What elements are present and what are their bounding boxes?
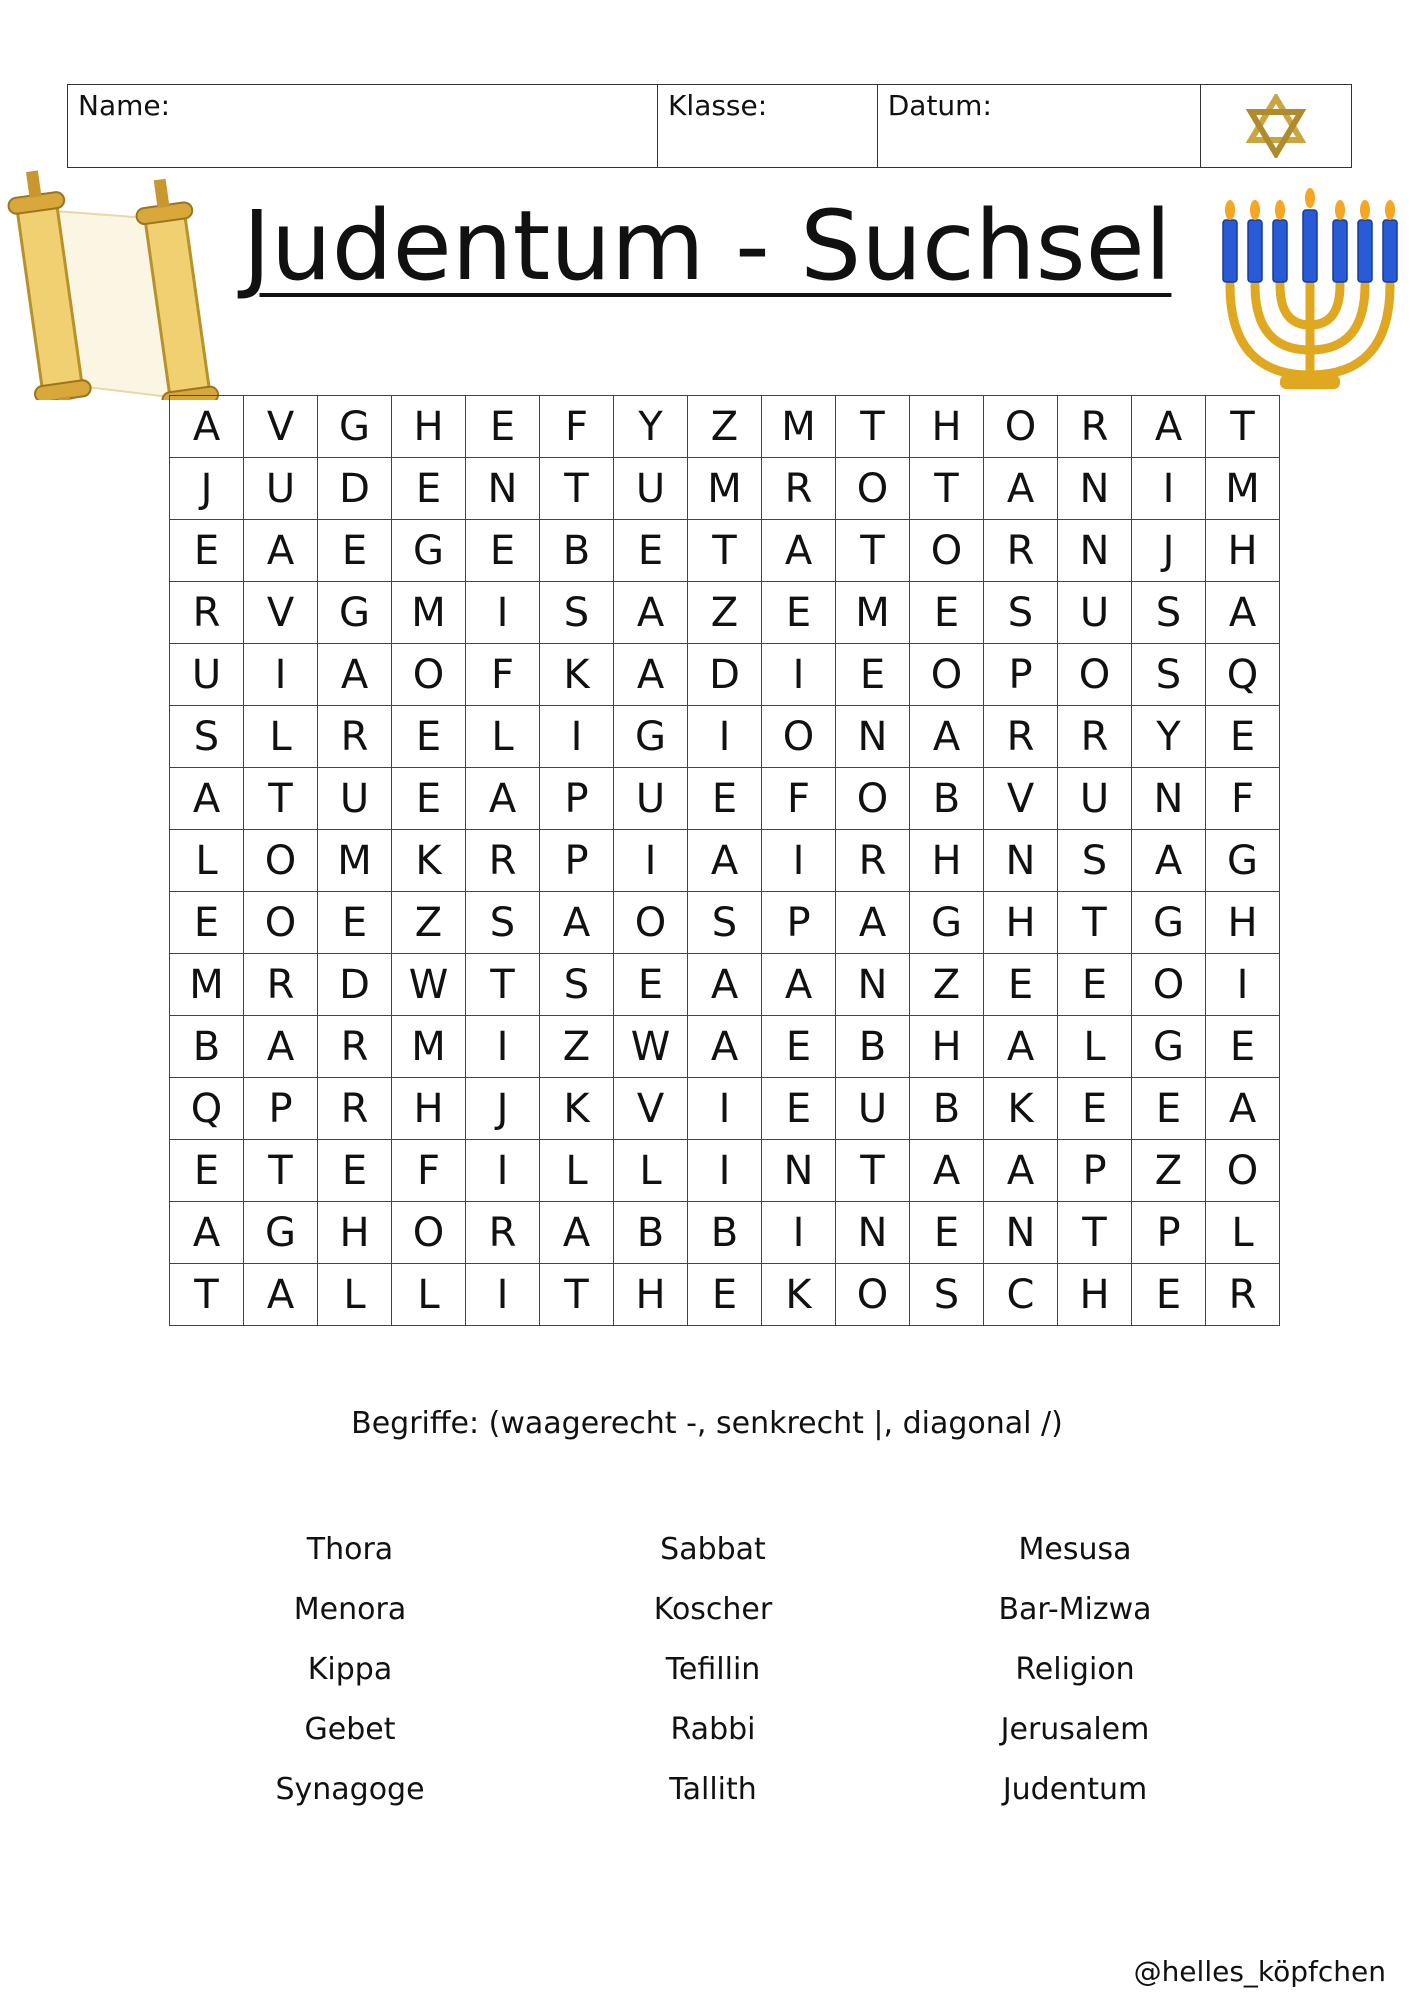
grid-cell[interactable]: F	[466, 644, 540, 706]
grid-cell[interactable]: E	[318, 1140, 392, 1202]
grid-cell[interactable]: P	[1058, 1140, 1132, 1202]
grid-cell[interactable]: A	[984, 1016, 1058, 1078]
grid-cell[interactable]: G	[1206, 830, 1280, 892]
term-item: Synagoge	[275, 1772, 425, 1807]
grid-cell[interactable]: Z	[540, 1016, 614, 1078]
grid-cell[interactable]: H	[910, 396, 984, 458]
grid-cell[interactable]: R	[836, 830, 910, 892]
grid-cell[interactable]: R	[466, 1202, 540, 1264]
grid-cell[interactable]: E	[1206, 706, 1280, 768]
grid-cell[interactable]: B	[688, 1202, 762, 1264]
grid-cell[interactable]: Q	[1206, 644, 1280, 706]
grid-cell[interactable]: A	[170, 396, 244, 458]
grid-cell[interactable]: E	[318, 520, 392, 582]
grid-cell[interactable]: T	[244, 768, 318, 830]
grid-cell[interactable]: A	[688, 830, 762, 892]
grid-cell[interactable]: J	[170, 458, 244, 520]
grid-cell[interactable]: R	[1206, 1264, 1280, 1326]
grid-cell[interactable]: E	[170, 892, 244, 954]
grid-cell[interactable]: I	[762, 830, 836, 892]
grid-cell[interactable]: Y	[614, 396, 688, 458]
grid-cell[interactable]: U	[170, 644, 244, 706]
grid-cell[interactable]: M	[392, 582, 466, 644]
grid-cell[interactable]: O	[910, 520, 984, 582]
grid-cell[interactable]: E	[688, 768, 762, 830]
grid-cell[interactable]: V	[244, 582, 318, 644]
terms-column-1	[200, 1530, 500, 1830]
grid-cell[interactable]: I	[688, 1140, 762, 1202]
klasse-label: Klasse:	[668, 89, 768, 122]
grid-cell[interactable]: L	[1206, 1202, 1280, 1264]
term-item: Rabbi	[670, 1712, 756, 1747]
grid-cell[interactable]: E	[762, 1016, 836, 1078]
grid-cell[interactable]: A	[1206, 1078, 1280, 1140]
term-item: Gebet	[304, 1712, 396, 1747]
grid-cell[interactable]: G	[910, 892, 984, 954]
grid-cell[interactable]: E	[170, 520, 244, 582]
grid-cell[interactable]: E	[614, 520, 688, 582]
grid-cell[interactable]: O	[836, 1264, 910, 1326]
grid-cell[interactable]: A	[170, 1202, 244, 1264]
grid-cell[interactable]: R	[1058, 396, 1132, 458]
grid-cell[interactable]: L	[540, 1140, 614, 1202]
datum-label: Datum:	[887, 89, 992, 122]
grid-cell[interactable]: F	[762, 768, 836, 830]
grid-row	[170, 1202, 1280, 1264]
grid-cell[interactable]: R	[1058, 706, 1132, 768]
datum-field[interactable]	[878, 85, 1202, 167]
grid-cell[interactable]: E	[392, 706, 466, 768]
grid-cell[interactable]: E	[1206, 1016, 1280, 1078]
grid-cell[interactable]: P	[984, 644, 1058, 706]
grid-cell[interactable]: T	[1058, 1202, 1132, 1264]
grid-cell[interactable]: D	[318, 954, 392, 1016]
term-item: Bar-Mizwa	[998, 1592, 1152, 1627]
grid-cell[interactable]: E	[984, 954, 1058, 1016]
term-item: Kippa	[307, 1652, 393, 1687]
grid-cell[interactable]: S	[1058, 830, 1132, 892]
star-cell	[1201, 85, 1351, 167]
grid-cell[interactable]: O	[836, 458, 910, 520]
grid-cell[interactable]: T	[1206, 396, 1280, 458]
grid-cell[interactable]: B	[836, 1016, 910, 1078]
grid-cell[interactable]: Z	[392, 892, 466, 954]
grid-cell[interactable]: K	[540, 644, 614, 706]
grid-cell[interactable]: A	[614, 582, 688, 644]
grid-cell[interactable]: S	[910, 1264, 984, 1326]
grid-cell[interactable]: O	[910, 644, 984, 706]
klasse-field[interactable]	[658, 85, 878, 167]
grid-cell[interactable]: G	[318, 582, 392, 644]
grid-cell[interactable]: W	[614, 1016, 688, 1078]
grid-cell[interactable]: M	[688, 458, 762, 520]
grid-cell[interactable]: N	[762, 1140, 836, 1202]
terms-column-3	[925, 1530, 1225, 1830]
grid-cell[interactable]: B	[170, 1016, 244, 1078]
terms-column-2	[563, 1530, 863, 1830]
grid-cell[interactable]: H	[1206, 892, 1280, 954]
grid-cell[interactable]: H	[910, 830, 984, 892]
grid-cell[interactable]: R	[984, 706, 1058, 768]
grid-cell[interactable]: O	[244, 892, 318, 954]
term-item: Religion	[1015, 1652, 1135, 1687]
grid-cell[interactable]: A	[318, 644, 392, 706]
grid-cell[interactable]: I	[466, 1016, 540, 1078]
grid-cell[interactable]: L	[392, 1264, 466, 1326]
name-label: Name:	[78, 89, 171, 122]
grid-cell[interactable]: L	[1058, 1016, 1132, 1078]
grid-cell[interactable]: B	[614, 1202, 688, 1264]
grid-cell[interactable]: A	[688, 1016, 762, 1078]
grid-cell[interactable]: O	[392, 644, 466, 706]
grid-cell[interactable]: E	[1058, 1078, 1132, 1140]
term-item: Tefillin	[665, 1652, 761, 1687]
grid-cell[interactable]: T	[836, 396, 910, 458]
grid-cell[interactable]: T	[540, 458, 614, 520]
term-item: Menora	[293, 1592, 407, 1627]
grid-cell[interactable]: E	[170, 1140, 244, 1202]
grid-cell[interactable]: T	[688, 520, 762, 582]
grid-cell[interactable]: E	[1132, 1078, 1206, 1140]
grid-cell[interactable]: A	[244, 1016, 318, 1078]
grid-cell[interactable]: A	[244, 520, 318, 582]
term-item: Thora	[306, 1532, 394, 1567]
grid-cell[interactable]: A	[762, 520, 836, 582]
grid-cell[interactable]: R	[318, 706, 392, 768]
grid-cell[interactable]: V	[244, 396, 318, 458]
grid-cell[interactable]: N	[836, 706, 910, 768]
grid-cell[interactable]: R	[318, 1078, 392, 1140]
term-item: Jerusalem	[1000, 1712, 1150, 1747]
header-fields	[67, 84, 1352, 168]
grid-cell[interactable]: O	[392, 1202, 466, 1264]
grid-cell[interactable]: E	[466, 396, 540, 458]
page-title	[0, 190, 1414, 302]
grid-cell[interactable]: M	[392, 1016, 466, 1078]
grid-cell[interactable]: N	[1058, 458, 1132, 520]
grid-row	[170, 1140, 1280, 1202]
grid-cell[interactable]: R	[466, 830, 540, 892]
grid-cell[interactable]: H	[1206, 520, 1280, 582]
grid-cell[interactable]: H	[392, 396, 466, 458]
grid-cell[interactable]: S	[984, 582, 1058, 644]
grid-cell[interactable]: E	[836, 644, 910, 706]
term-item: Mesusa	[1018, 1532, 1132, 1567]
grid-cell[interactable]: Z	[910, 954, 984, 1016]
term-item: Sabbat	[660, 1532, 766, 1567]
grid-cell[interactable]: I	[466, 1264, 540, 1326]
grid-cell[interactable]: Y	[1132, 706, 1206, 768]
grid-cell[interactable]: A	[540, 892, 614, 954]
grid-cell[interactable]: H	[910, 1016, 984, 1078]
grid-cell[interactable]: U	[1058, 582, 1132, 644]
grid-row	[170, 458, 1280, 520]
grid-cell[interactable]: E	[392, 768, 466, 830]
grid-cell[interactable]: I	[688, 1078, 762, 1140]
grid-cell[interactable]: I	[1132, 458, 1206, 520]
name-field[interactable]	[68, 85, 658, 167]
grid-cell[interactable]: A	[244, 1264, 318, 1326]
term-item: Judentum	[1002, 1772, 1148, 1807]
grid-cell[interactable]: K	[984, 1078, 1058, 1140]
grid-cell[interactable]: A	[984, 458, 1058, 520]
grid-cell[interactable]: L	[318, 1264, 392, 1326]
grid-cell[interactable]: A	[466, 768, 540, 830]
word-search-grid	[169, 395, 1280, 1326]
footer-credit: @helles_köpfchen	[1133, 1955, 1386, 1988]
grid-cell[interactable]: R	[318, 1016, 392, 1078]
grid-cell[interactable]: Z	[1132, 1140, 1206, 1202]
grid-cell[interactable]: J	[466, 1078, 540, 1140]
grid-row	[170, 582, 1280, 644]
term-item: Tallith	[669, 1772, 757, 1807]
grid-cell[interactable]: P	[1132, 1202, 1206, 1264]
grid-row	[170, 1264, 1280, 1326]
grid-cell[interactable]: W	[392, 954, 466, 1016]
grid-cell[interactable]: B	[540, 520, 614, 582]
grid-cell[interactable]: U	[614, 458, 688, 520]
grid-cell[interactable]: B	[910, 1078, 984, 1140]
grid-cell[interactable]: P	[540, 830, 614, 892]
grid-cell[interactable]: O	[836, 768, 910, 830]
grid-cell[interactable]: I	[762, 1202, 836, 1264]
grid-cell[interactable]: A	[614, 644, 688, 706]
grid-cell[interactable]: V	[984, 768, 1058, 830]
grid-cell[interactable]: P	[762, 892, 836, 954]
grid-cell[interactable]: F	[1206, 768, 1280, 830]
grid-cell[interactable]: F	[392, 1140, 466, 1202]
grid-cell[interactable]: H	[614, 1264, 688, 1326]
grid-row	[170, 954, 1280, 1016]
grid-cell[interactable]: T	[466, 954, 540, 1016]
grid-cell[interactable]: A	[762, 954, 836, 1016]
grid-cell[interactable]: T	[836, 520, 910, 582]
grid-cell[interactable]: V	[614, 1078, 688, 1140]
grid-cell[interactable]: K	[762, 1264, 836, 1326]
grid-cell[interactable]: U	[1058, 768, 1132, 830]
instructions: Begriffe: (waagerecht -, senkrecht |, diagonal /)	[351, 1406, 1063, 1441]
grid-cell[interactable]: A	[1206, 582, 1280, 644]
grid-cell[interactable]: K	[392, 830, 466, 892]
grid-cell[interactable]: D	[688, 644, 762, 706]
grid-cell[interactable]: O	[984, 396, 1058, 458]
grid-row	[170, 644, 1280, 706]
grid-cell[interactable]: S	[466, 892, 540, 954]
term-item: Koscher	[653, 1592, 773, 1627]
grid-cell[interactable]: A	[910, 1140, 984, 1202]
grid-cell[interactable]: S	[540, 954, 614, 1016]
grid-cell[interactable]: E	[762, 1078, 836, 1140]
grid-cell[interactable]: N	[984, 830, 1058, 892]
grid-cell[interactable]: O	[244, 830, 318, 892]
grid-cell[interactable]: I	[540, 706, 614, 768]
grid-cell[interactable]: M	[1206, 458, 1280, 520]
grid-cell[interactable]: H	[318, 1202, 392, 1264]
grid-cell[interactable]: E	[1132, 1264, 1206, 1326]
grid-row	[170, 706, 1280, 768]
grid-cell[interactable]: G	[1132, 1016, 1206, 1078]
grid-cell[interactable]: A	[1132, 396, 1206, 458]
grid-cell[interactable]: I	[466, 582, 540, 644]
grid-cell[interactable]: K	[540, 1078, 614, 1140]
page-title-text: Judentum - Suchsel	[242, 190, 1172, 302]
grid-cell[interactable]: H	[1058, 1264, 1132, 1326]
grid-cell[interactable]: O	[1132, 954, 1206, 1016]
grid-cell[interactable]: I	[614, 830, 688, 892]
grid-cell[interactable]: T	[836, 1140, 910, 1202]
grid-row	[170, 830, 1280, 892]
grid-cell[interactable]: I	[466, 1140, 540, 1202]
grid-cell[interactable]: N	[836, 1202, 910, 1264]
grid-cell[interactable]: E	[762, 582, 836, 644]
grid-cell[interactable]: O	[762, 706, 836, 768]
grid-cell[interactable]: L	[466, 706, 540, 768]
star-of-david-icon	[1246, 94, 1306, 158]
grid-cell[interactable]: G	[318, 396, 392, 458]
grid-row	[170, 1016, 1280, 1078]
grid-cell[interactable]: S	[1132, 582, 1206, 644]
grid-row	[170, 520, 1280, 582]
grid-cell[interactable]: E	[392, 458, 466, 520]
grid-cell[interactable]: M	[836, 582, 910, 644]
grid-cell[interactable]: M	[170, 954, 244, 1016]
grid-cell[interactable]: U	[614, 768, 688, 830]
grid-row	[170, 768, 1280, 830]
grid-cell[interactable]: T	[540, 1264, 614, 1326]
grid-cell[interactable]: J	[1132, 520, 1206, 582]
grid-cell[interactable]: S	[1132, 644, 1206, 706]
grid-cell[interactable]: G	[614, 706, 688, 768]
grid-cell[interactable]: L	[170, 830, 244, 892]
grid-cell[interactable]: E	[688, 1264, 762, 1326]
grid-row	[170, 1078, 1280, 1140]
grid-cell[interactable]: A	[1132, 830, 1206, 892]
grid-cell[interactable]: E	[318, 892, 392, 954]
grid-cell[interactable]: Z	[688, 582, 762, 644]
grid-cell[interactable]: R	[762, 458, 836, 520]
grid-cell[interactable]: T	[910, 458, 984, 520]
grid-cell[interactable]: Q	[170, 1078, 244, 1140]
grid-cell[interactable]: I	[688, 706, 762, 768]
grid-cell[interactable]: Z	[688, 396, 762, 458]
grid-cell[interactable]: T	[170, 1264, 244, 1326]
grid-cell[interactable]: E	[466, 520, 540, 582]
grid-cell[interactable]: C	[984, 1264, 1058, 1326]
grid-cell[interactable]: T	[1058, 892, 1132, 954]
grid-cell[interactable]: A	[910, 706, 984, 768]
grid-cell[interactable]: I	[762, 644, 836, 706]
grid-cell[interactable]: O	[1206, 1140, 1280, 1202]
grid-cell[interactable]: E	[910, 1202, 984, 1264]
grid-cell[interactable]: P	[244, 1078, 318, 1140]
grid-cell[interactable]: S	[170, 706, 244, 768]
grid-cell[interactable]: T	[244, 1140, 318, 1202]
grid-cell[interactable]: I	[244, 644, 318, 706]
grid-cell[interactable]: D	[318, 458, 392, 520]
grid-row	[170, 396, 1280, 458]
grid-cell[interactable]: E	[614, 954, 688, 1016]
grid-cell[interactable]: E	[910, 582, 984, 644]
grid-cell[interactable]: B	[910, 768, 984, 830]
grid-cell[interactable]: G	[1132, 892, 1206, 954]
grid-cell[interactable]: M	[318, 830, 392, 892]
grid-cell[interactable]: F	[540, 396, 614, 458]
grid-cell[interactable]: O	[614, 892, 688, 954]
grid-cell[interactable]: N	[836, 954, 910, 1016]
grid-cell[interactable]: A	[170, 768, 244, 830]
grid-cell[interactable]: L	[614, 1140, 688, 1202]
grid-cell[interactable]: O	[1058, 644, 1132, 706]
grid-cell[interactable]: A	[984, 1140, 1058, 1202]
grid-cell[interactable]: S	[688, 892, 762, 954]
grid-cell[interactable]: E	[1058, 954, 1132, 1016]
grid-cell[interactable]: S	[540, 582, 614, 644]
grid-cell[interactable]: N	[1132, 768, 1206, 830]
grid-cell[interactable]: L	[244, 706, 318, 768]
grid-cell[interactable]: U	[836, 1078, 910, 1140]
grid-cell[interactable]: A	[540, 1202, 614, 1264]
grid-cell[interactable]: N	[466, 458, 540, 520]
grid-cell[interactable]: R	[170, 582, 244, 644]
grid-cell[interactable]: N	[984, 1202, 1058, 1264]
grid-cell[interactable]: R	[984, 520, 1058, 582]
grid-cell[interactable]: M	[762, 396, 836, 458]
grid-cell[interactable]: U	[318, 768, 392, 830]
grid-cell[interactable]: A	[836, 892, 910, 954]
grid-cell[interactable]: G	[392, 520, 466, 582]
grid-cell[interactable]: H	[392, 1078, 466, 1140]
grid-cell[interactable]: U	[244, 458, 318, 520]
grid-cell[interactable]: N	[1058, 520, 1132, 582]
grid-cell[interactable]: R	[244, 954, 318, 1016]
grid-cell[interactable]: P	[540, 768, 614, 830]
grid-row	[170, 892, 1280, 954]
grid-cell[interactable]: A	[688, 954, 762, 1016]
grid-cell[interactable]: I	[1206, 954, 1280, 1016]
grid-cell[interactable]: H	[984, 892, 1058, 954]
grid-cell[interactable]: G	[244, 1202, 318, 1264]
